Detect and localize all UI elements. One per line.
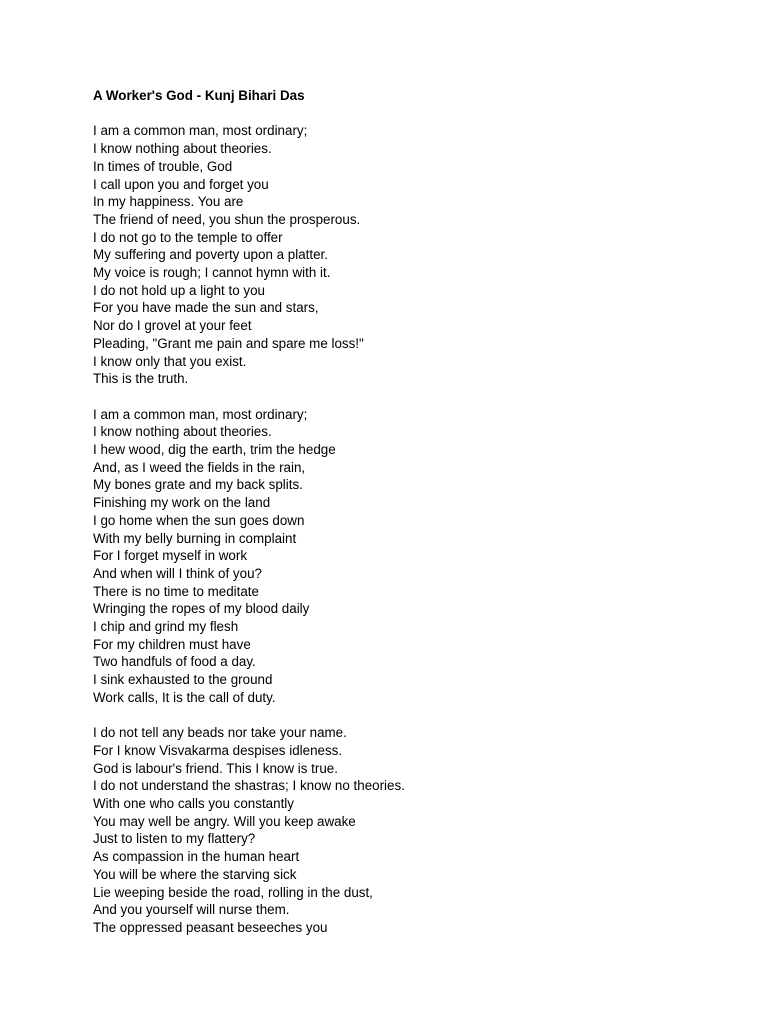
poem-body (93, 122, 733, 936)
poem-line: You will be where the starving sick (93, 866, 297, 882)
poem-line: The friend of need, you shun the prosperous. (93, 211, 361, 227)
poem-line: For I know Visvakarma despises idleness. (93, 742, 343, 758)
poem-line: I do not understand the shastras; I know no theories. (93, 778, 405, 794)
poem-line: With my belly burning in complaint (93, 530, 297, 546)
poem-line: I chip and grind my flesh (93, 619, 239, 635)
poem-line: And, as I weed the fields in the rain, (93, 459, 306, 475)
poem-line: I call upon you and forget you (93, 176, 269, 192)
poem-line: Two handfuls of food a day. (93, 654, 256, 670)
poem-line: For my children must have (93, 636, 251, 652)
poem-line: Lie weeping beside the road, rolling in the dust, (93, 884, 373, 900)
poem-line: My voice is rough; I cannot hymn with it. (93, 265, 331, 281)
poem-line: I know nothing about theories. (93, 141, 272, 157)
poem-stanza (93, 122, 733, 388)
poem-stanza (93, 724, 733, 936)
poem-line: I sink exhausted to the ground (93, 672, 273, 688)
poem-line: With one who calls you constantly (93, 796, 294, 812)
poem-line: I hew wood, dig the earth, trim the hedge (93, 442, 336, 458)
poem-line: There is no time to meditate (93, 583, 259, 599)
poem-line: My bones grate and my back splits. (93, 477, 303, 493)
poem-line: I go home when the sun goes down (93, 512, 305, 528)
poem-line: This is the truth. (93, 371, 189, 387)
poem-line: I do not hold up a light to you (93, 282, 265, 298)
poem-line: I do not go to the temple to offer (93, 229, 283, 245)
poem-line: Finishing my work on the land (93, 495, 271, 511)
poem-stanza (93, 406, 733, 707)
poem-line: In times of trouble, God (93, 158, 233, 174)
poem-line: As compassion in the human heart (93, 849, 300, 865)
poem-line: And when will I think of you? (93, 565, 262, 581)
poem-line: Wringing the ropes of my blood daily (93, 601, 310, 617)
poem-line: You may well be angry. Will you keep awake (93, 813, 356, 829)
poem-line: Pleading, "Grant me pain and spare me loss!" (93, 335, 364, 351)
poem-line: In my happiness. You are (93, 194, 244, 210)
poem-line: And you yourself will nurse them. (93, 902, 290, 918)
poem-line: For I forget myself in work (93, 548, 248, 564)
poem-line: God is labour's friend. This I know is true. (93, 760, 338, 776)
poem-line: For you have made the sun and stars, (93, 300, 319, 316)
document-page (93, 87, 733, 937)
poem-line: Just to listen to my flattery? (93, 831, 256, 847)
poem-line: Work calls, It is the call of duty. (93, 689, 276, 705)
poem-line: The oppressed peasant beseeches you (93, 920, 328, 935)
poem-line: I know nothing about theories. (93, 424, 272, 440)
poem-line: I am a common man, most ordinary; (93, 406, 308, 422)
poem-line: I do not tell any beads nor take your name. (93, 725, 347, 741)
poem-line: My suffering and poverty upon a platter. (93, 247, 328, 263)
poem-line: I know only that you exist. (93, 353, 247, 369)
document-title: A Worker's God - Kunj Bihari Das (93, 88, 305, 103)
poem-line: I am a common man, most ordinary; (93, 123, 308, 139)
poem-line: Nor do I grovel at your feet (93, 318, 252, 334)
